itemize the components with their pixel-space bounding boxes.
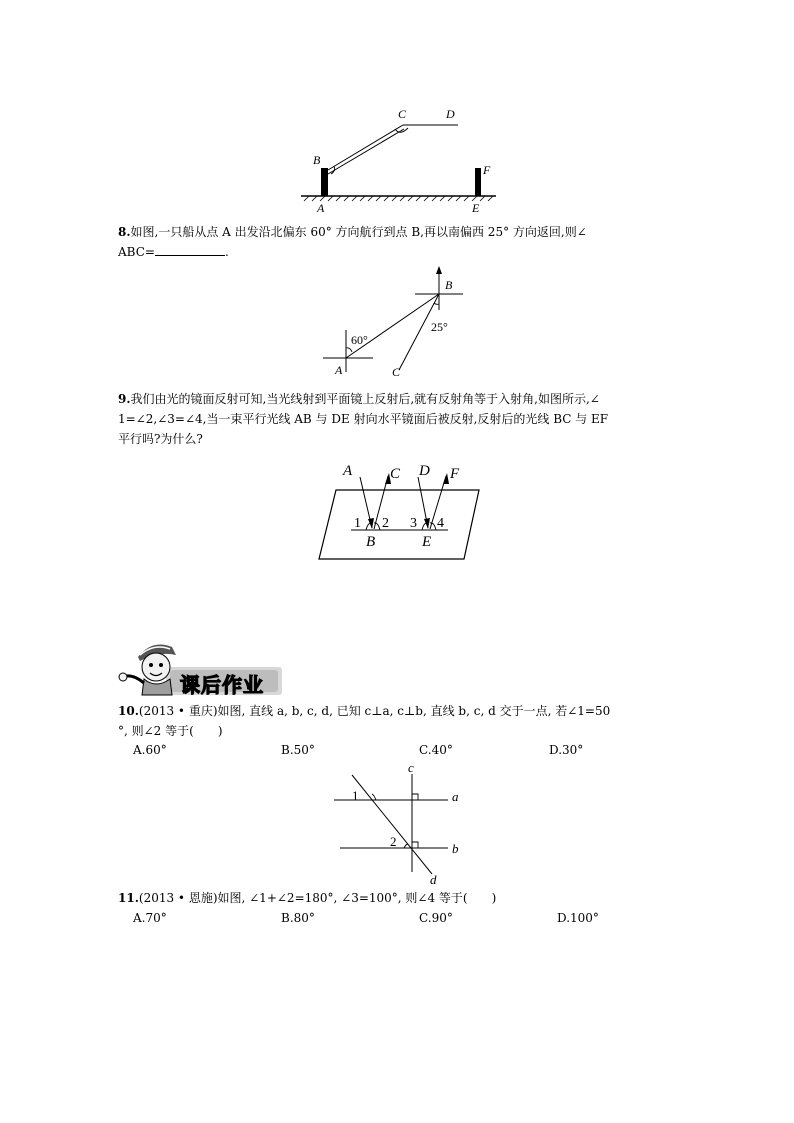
angle-arc-1 [372,794,376,800]
question-number: 9. [118,392,131,406]
label-d: D [419,463,430,479]
mirror-plane [319,490,479,559]
option-d[interactable]: D.100° [557,911,599,925]
option-d[interactable]: D.30° [549,743,584,757]
option-b[interactable]: B.50° [281,743,315,757]
question-text: °, 则∠2 等于( ) [118,724,223,738]
figure-lines [330,760,470,885]
label-e: E [422,534,432,550]
question-text: 1=∠2,∠3=∠4,当一束平行光线 AB 与 DE 射向水平镜面后被反射,反射后的光线 BC 与 EF [118,412,609,426]
question-number: 11. [118,891,139,905]
label-f: F [450,466,460,482]
label-2: 2 [390,834,397,849]
question-text: 如图,一只船从点 A 出发沿北偏东 60° 方向航行到点 B,再以南偏西 25° 方向返回,则∠ [130,225,587,239]
right-angle-b [412,842,418,848]
question-8: 8.如图,一只船从点 A 出发沿北偏东 60° 方向航行到点 B,再以南偏西 25° 方向返回,则∠ ABC= . [118,225,587,259]
figure-ship-bearings [318,264,468,382]
pole-ab [321,168,328,196]
segment-ab [346,294,439,358]
angle-arc-2 [404,844,408,848]
label-60: 60° [351,333,368,347]
label-a: A [317,201,325,214]
label-b: b [452,841,459,856]
angle-arc-60 [346,348,352,352]
label-f: F [483,163,491,177]
question-number: 8. [118,225,131,239]
question-text: ABC= [118,245,155,259]
question-text: (2013 • 恩施)如图, ∠1+∠2=180°, ∠3=100°, 则∠4 等于( ) [138,891,497,905]
label-a: a [452,789,459,804]
label-b: B [313,153,321,167]
label-4: 4 [437,516,444,531]
pole-ef [475,168,481,196]
question-text: (2013 • 重庆)如图, 直线 a, b, c, d, 已知 c⊥a, c⊥b, 直线 b, c, d 交于一点, 若∠1=50 [138,704,611,718]
label-a: A [335,363,343,377]
right-angle-a [412,794,418,800]
north-arrow [436,266,442,274]
label-a: A [343,463,353,479]
label-e: E [472,201,480,214]
question-11 [118,888,678,908]
label-25: 25° [431,320,448,334]
label-d: D [446,107,455,121]
answer-blank[interactable] [155,243,225,256]
label-c: c [408,760,414,775]
label-1: 1 [354,516,361,531]
label-c: C [398,107,407,121]
label-c: C [392,365,401,379]
rod-bc [328,125,403,170]
line-d [352,775,432,874]
question-10 [118,701,678,741]
option-c[interactable]: C.40° [419,743,453,757]
arrow-ef [443,473,449,484]
label-b: B [366,534,376,550]
question-number: 10. [118,704,139,718]
banner-title: 课后作业 [180,673,264,697]
question-text: 平行吗?为什么? [118,432,203,446]
homework-banner [118,637,283,697]
label-2: 2 [382,516,389,531]
option-b[interactable]: B.80° [281,911,315,925]
figure-mirror [316,460,482,562]
question-text: 我们由光的镜面反射可知,当光线射到平面镜上反射后,就有反射角等于入射角,如图所示,∠ [130,392,600,406]
label-d: d [430,872,437,885]
label-c: C [390,466,401,482]
label-1: 1 [352,788,359,803]
option-a[interactable]: A.60° [133,743,167,757]
angle-arc-25 [434,303,439,304]
option-c[interactable]: C.90° [419,911,453,925]
question-9 [118,389,678,449]
figure-poles [296,104,506,214]
option-a[interactable]: A.70° [133,911,167,925]
label-3: 3 [410,516,417,531]
label-b: B [445,278,453,292]
